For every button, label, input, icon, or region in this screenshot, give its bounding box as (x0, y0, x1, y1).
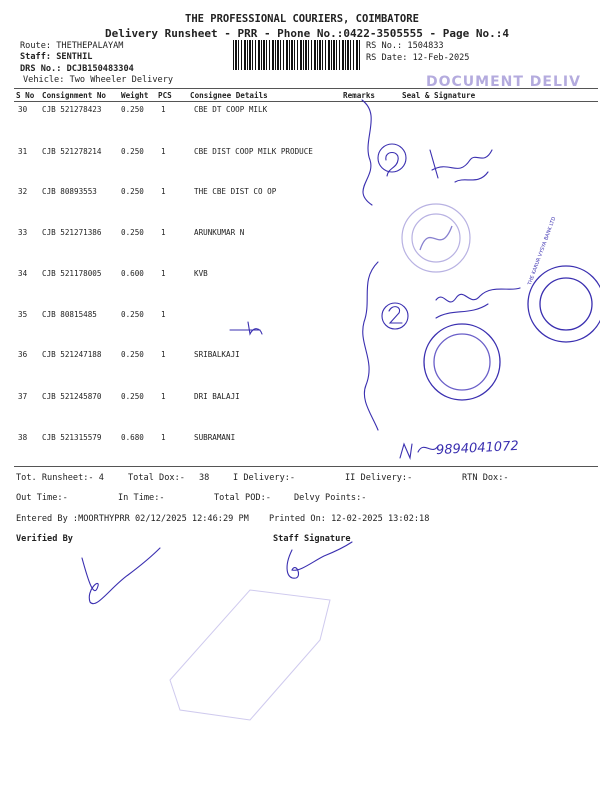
col-pcs: PCS (158, 91, 172, 100)
total-pod: Total POD:- (214, 493, 271, 503)
cell-pcs: 1 (161, 310, 166, 319)
in-time: In Time:- (118, 493, 165, 503)
staff-signature (287, 542, 352, 578)
company-name: THE PROFESSIONAL COURIERS, COIMBATORE (185, 13, 419, 25)
cell-sno: 38 (18, 433, 28, 442)
signature-scribble (436, 304, 488, 318)
handwritten-phone: 9894041072 (435, 438, 520, 459)
staff-signature-label: Staff Signature (273, 534, 351, 544)
cell-consignee: THE CBE DIST CO OP (194, 187, 277, 196)
cell-consignee: DRI BALAJI (194, 392, 240, 401)
vehicle-label: Vehicle: Two Wheeler Delivery (23, 75, 174, 85)
cell-sno: 36 (18, 350, 28, 359)
runsheet-title: Delivery Runsheet - PRR - Phone No.:0422-3505555 - Page No.:4 (105, 27, 509, 40)
cell-pcs: 1 (161, 187, 166, 196)
cell-consignment: CJB 80815485 (42, 310, 97, 319)
signature-scribble (436, 288, 520, 302)
remark-brace (362, 100, 372, 205)
bank-seal-text: THE KARUR VYSYA BANK LTD (527, 216, 558, 287)
cell-consignee: CBE DT COOP MILK (194, 105, 268, 114)
delvy-points: Delvy Points:- (294, 493, 367, 503)
cell-consignee: SRIBALKAJI (194, 350, 240, 359)
cell-consignee: CBE DIST COOP MILK PRODUCE (194, 147, 313, 156)
cell-consignment: CJB 521271386 (42, 228, 102, 237)
ii-delivery: II Delivery:- (345, 473, 413, 483)
cell-consignment: CJB 521278423 (42, 105, 102, 114)
cell-weight: 0.250 (121, 310, 144, 319)
cell-weight: 0.250 (121, 187, 144, 196)
route-label: Route: THETHEPALAYAM (20, 41, 124, 51)
cell-weight: 0.600 (121, 269, 144, 278)
document-delivered-stamp: DOCUMENT DELIV (426, 74, 581, 90)
col-seal-signature: Seal & Signature (402, 91, 476, 100)
remark-brace (363, 262, 378, 430)
signature-scribble (430, 150, 492, 178)
cell-consignment: CJB 521247188 (42, 350, 102, 359)
bank-seal-stamp (528, 266, 600, 342)
signature-scribble (400, 444, 412, 458)
signature-scribble (455, 172, 488, 182)
cell-sno: 35 (18, 310, 28, 319)
faded-stamp (170, 590, 330, 720)
verified-by-label: Verified By (16, 534, 73, 544)
cell-consignment: CJB 521245870 (42, 392, 102, 401)
cell-pcs: 1 (161, 433, 166, 442)
cell-pcs: 1 (161, 269, 166, 278)
cell-consignment: CJB 521315579 (42, 433, 102, 442)
total-dox-value: 38 (199, 473, 210, 483)
verified-signature (82, 548, 160, 604)
rtn-dox: RTN Dox:- (462, 473, 509, 483)
cell-consignment: CJB 521178005 (42, 269, 102, 278)
cell-weight: 0.250 (121, 105, 144, 114)
staff-label: Staff: SENTHIL (20, 52, 93, 62)
cell-sno: 30 (18, 105, 28, 114)
total-dox-label: Total Dox:- (128, 473, 185, 483)
cell-consignment: CJB 80893553 (42, 187, 97, 196)
cell-consignee: KVB (194, 269, 208, 278)
cell-pcs: 1 (161, 105, 166, 114)
cell-weight: 0.250 (121, 350, 144, 359)
cell-sno: 31 (18, 147, 28, 156)
cell-weight: 0.250 (121, 147, 144, 156)
cell-pcs: 1 (161, 392, 166, 401)
cell-pcs: 1 (161, 228, 166, 237)
round-seal-stamp (424, 324, 500, 400)
tot-runsheet: Tot. Runsheet:- 4 (16, 473, 104, 483)
cell-weight: 0.250 (121, 392, 144, 401)
cell-sno: 37 (18, 392, 28, 401)
out-time: Out Time:- (16, 493, 68, 503)
cell-consignment: CJB 521278214 (42, 147, 102, 156)
cell-sno: 32 (18, 187, 28, 196)
col-remarks: Remarks (343, 91, 376, 100)
entered-by: Entered By :MOORTHYPRR 02/12/2025 12:46:29 PM (16, 514, 249, 524)
drs-number: DRS No.: DCJB150483304 (20, 64, 134, 74)
col-sno: S No (16, 91, 35, 100)
cell-sno: 34 (18, 269, 28, 278)
cell-consignee: SUBRAMANI (194, 433, 236, 442)
seal-stamp (412, 214, 460, 262)
rs-date: RS Date: 12-Feb-2025 (366, 53, 470, 63)
col-weight: Weight (121, 91, 149, 100)
i-delivery: I Delivery:- (233, 473, 296, 483)
cell-pcs: 1 (161, 147, 166, 156)
col-consignment: Consignment No (42, 91, 107, 100)
rs-number: RS No.: 1504833 (366, 41, 444, 51)
cell-weight: 0.680 (121, 433, 144, 442)
remark-digit (389, 307, 402, 323)
signature-scribble (230, 322, 262, 334)
bank-seal-stamp (540, 278, 592, 330)
cell-sno: 33 (18, 228, 28, 237)
col-consignee: Consignee Details (190, 91, 268, 100)
signature-scribble (420, 226, 452, 250)
round-seal-stamp (434, 334, 490, 390)
cell-consignee: ARUNKUMAR N (194, 228, 245, 237)
cell-pcs: 1 (161, 350, 166, 359)
printed-on: Printed On: 12-02-2025 13:02:18 (269, 514, 430, 524)
cell-weight: 0.250 (121, 228, 144, 237)
